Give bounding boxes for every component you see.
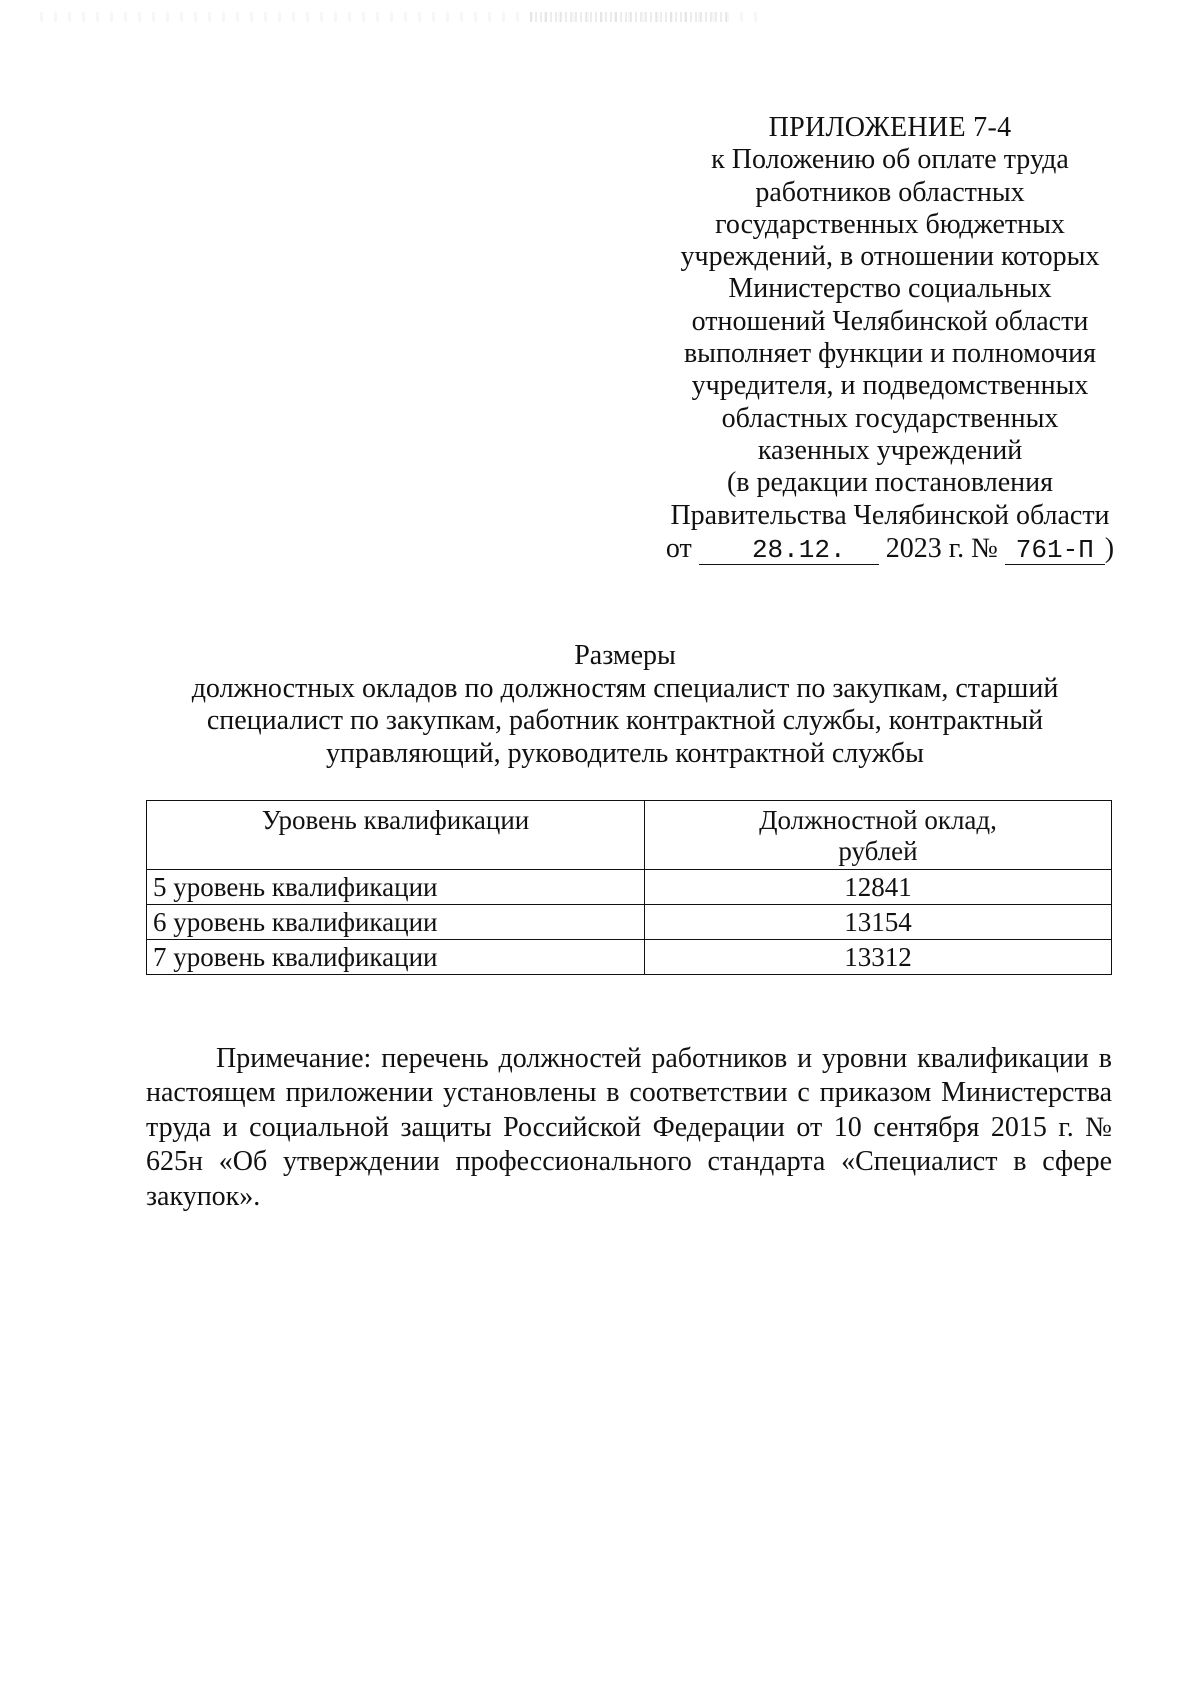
appendix-line: областных государственных (721, 402, 1059, 434)
salary-cell: 13154 (645, 905, 1112, 940)
appendix-line: государственных бюджетных (715, 208, 1065, 240)
resolution-date-line (640, 533, 1140, 565)
appendix-line: к Положению об оплате труда (711, 144, 1069, 176)
document-title-line: специалист по закупкам, работник контрактной службы, контрактный (206, 705, 1044, 736)
appendix-line: отношений Челябинской области (691, 305, 1089, 337)
table-row (147, 940, 1112, 975)
appendix-line: учредителя, и подведомственных (691, 370, 1089, 402)
document-title-line: управляющий, руководитель контрактной службы (326, 737, 924, 769)
qualification-level-cell: 5 уровень квалификации (147, 870, 645, 905)
table-header-row (147, 801, 1112, 870)
resolution-year: 2023 г. № (885, 532, 998, 564)
appendix-line: выполняет функции и полномочия (683, 338, 1097, 370)
note-paragraph: Примечание: перечень должностей работников и уровни квалификации в настоящем приложении установлены в соответствии с приказом Министерства труда и социальной защиты Российской Федерации от 10 сентября 2015 г. № 625н «Об утверждении профессионального стандарта «Специалист в сфере закупок». (146, 1043, 1112, 1212)
appendix-line: работников областных (755, 176, 1025, 208)
date-prefix: от (665, 532, 692, 564)
salary-table (146, 800, 1112, 975)
table-row (147, 870, 1112, 905)
header-salary (645, 801, 1112, 870)
appendix-line: учреждений, в отношении которых (680, 241, 1100, 273)
resolution-date: 28.12. (699, 536, 879, 565)
qualification-level-cell: 6 уровень квалификации (147, 905, 645, 940)
header-qualification-level: Уровень квалификации (147, 801, 645, 870)
closing-paren: ) (1104, 532, 1115, 564)
salary-cell: 13312 (645, 940, 1112, 975)
appendix-line: Правительства Челябинской области (670, 499, 1110, 531)
document-heading: Размеры (574, 640, 676, 671)
scan-artifact (530, 12, 730, 22)
appendix-title: ПРИЛОЖЕНИЕ 7-4 (768, 112, 1012, 143)
document-title (140, 640, 1110, 770)
resolution-number: 761-П (1005, 536, 1105, 565)
header-salary-line: Должностной оклад, (759, 805, 997, 835)
appendix-line: (в редакции постановления (726, 467, 1054, 499)
appendix-line: казенных учреждений (757, 434, 1023, 466)
qualification-level-cell: 7 уровень квалификации (147, 940, 645, 975)
document-title-line: должностных окладов по должностям специалист по закупкам, старший (191, 672, 1059, 704)
salary-cell: 12841 (645, 870, 1112, 905)
table-row (147, 905, 1112, 940)
header-salary-unit: рублей (838, 836, 918, 866)
appendix-header (640, 112, 1140, 565)
appendix-line: Министерство социальных (728, 273, 1052, 305)
